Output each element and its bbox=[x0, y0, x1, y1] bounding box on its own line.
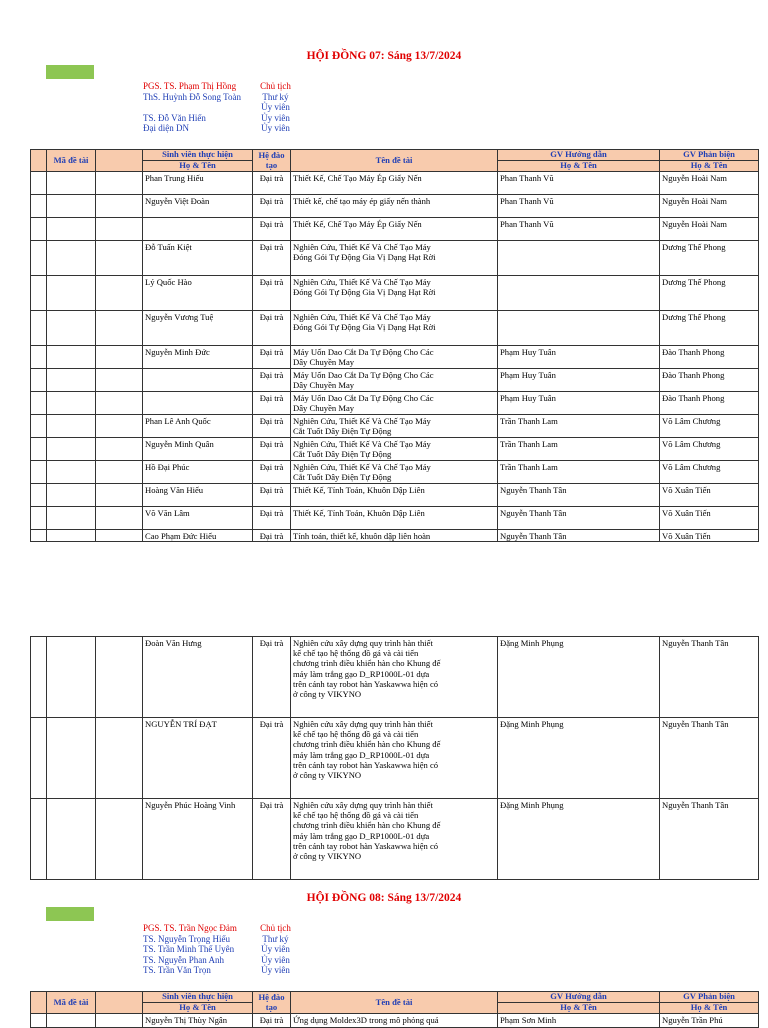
topic-title: Máy Uốn Dao Cắt Da Tự Động Cho Các Dây Chuyền May bbox=[291, 346, 498, 369]
reviewer-name: Võ Lâm Chương bbox=[660, 415, 759, 438]
table-row bbox=[31, 172, 759, 195]
topic-title: Thiết Kế, Chế Tạo Máy Ép Giấy Nến bbox=[291, 172, 498, 195]
header-gap bbox=[96, 150, 143, 172]
status-highlight-block bbox=[46, 907, 94, 921]
advisor-name: Đặng Minh Phụng bbox=[498, 799, 660, 880]
topic-title: Nghiên Cứu, Thiết Kế Và Chế Tạo Máy Cắt Tuốt Dây Điện Tự Động bbox=[291, 438, 498, 461]
header-topic: Tên đề tài bbox=[291, 150, 498, 172]
member-name: TS. Đỗ Văn Hiến bbox=[143, 112, 206, 123]
table-row bbox=[31, 218, 759, 241]
row-edge bbox=[31, 718, 47, 799]
schedule-table bbox=[30, 991, 759, 1028]
reviewer-name: Nguyễn Hoài Nam bbox=[660, 218, 759, 241]
reviewer-name: Võ Xuân Tiến bbox=[660, 484, 759, 507]
training-system: Đại trà bbox=[253, 218, 291, 241]
reviewer-name: Võ Xuân Tiến bbox=[660, 530, 759, 542]
header-reviewer: GV Phản biện bbox=[660, 150, 759, 161]
row-gap bbox=[96, 241, 143, 276]
reviewer-name: Dương Thế Phong bbox=[660, 311, 759, 346]
advisor-name: Đặng Minh Phụng bbox=[498, 718, 660, 799]
topic-title: Nghiên cứu xây dựng quy trình hàn thiết kế chế tạo hệ thống đồ gá và cài tiến chương trình điều khiển hàn cho Khung đế máy làm trắng gạo D_RP1000L-01 dựa trên cánh tay robot hàn Yaskawwa hiện có ở công ty VIKYNO bbox=[291, 799, 498, 880]
student-name: Đoàn Văn Hưng bbox=[143, 637, 253, 718]
student-name: Nguyễn Minh Đức bbox=[143, 346, 253, 369]
row-edge bbox=[31, 241, 47, 276]
training-system: Đại trà bbox=[253, 172, 291, 195]
topic-code bbox=[47, 311, 96, 346]
training-system: Đại trà bbox=[253, 530, 291, 542]
topic-code bbox=[47, 346, 96, 369]
topic-code bbox=[47, 392, 96, 415]
table-row bbox=[31, 637, 759, 718]
training-system: Đại trà bbox=[253, 276, 291, 311]
training-system: Đại trà bbox=[253, 392, 291, 415]
header-student: Sinh viên thực hiện bbox=[143, 992, 253, 1003]
student-name bbox=[143, 369, 253, 392]
reviewer-name: Nguyễn Hoài Nam bbox=[660, 195, 759, 218]
row-edge bbox=[31, 195, 47, 218]
member-name bbox=[143, 102, 253, 113]
advisor-name: Trần Thanh Lam bbox=[498, 461, 660, 484]
row-gap bbox=[96, 1014, 143, 1028]
committee-member bbox=[143, 113, 298, 124]
member-role: Ủy viên bbox=[261, 112, 290, 123]
header-advisor-sub: Họ & Tên bbox=[498, 161, 660, 172]
topic-title: Nghiên cứu xây dựng quy trình hàn thiết kế chế tạo hệ thống đồ gá và cài tiến chương trình điều khiển hàn cho Khung đế máy làm trắng gạo D_RP1000L-01 dựa trên cánh tay robot hàn Yaskawwa hiện có ở công ty VIKYNO bbox=[291, 718, 498, 799]
topic-title: Nghiên Cứu, Thiết Kế Và Chế Tạo Máy Đóng Gói Tự Động Gia Vị Dạng Hạt Rời bbox=[291, 241, 498, 276]
topic-code bbox=[47, 507, 96, 530]
header-topic: Tên đề tài bbox=[291, 992, 498, 1014]
member-name: PGS. TS. Phạm Thị Hồng bbox=[143, 81, 237, 91]
header-reviewer-sub: Họ & Tên bbox=[660, 161, 759, 172]
topic-title: Nghiên Cứu, Thiết Kế Và Chế Tạo Máy Đóng Gói Tự Động Gia Vị Dạng Hạt Rời bbox=[291, 276, 498, 311]
committee-member bbox=[143, 955, 298, 966]
training-system: Đại trà bbox=[253, 484, 291, 507]
member-role: Ủy viên bbox=[261, 102, 290, 113]
row-edge bbox=[31, 346, 47, 369]
header-code: Mã đề tài bbox=[47, 992, 96, 1014]
table-row bbox=[31, 484, 759, 507]
table-row bbox=[31, 1014, 759, 1028]
table-row bbox=[31, 507, 759, 530]
table-row bbox=[31, 461, 759, 484]
row-gap bbox=[96, 507, 143, 530]
advisor-name: Nguyễn Thanh Tân bbox=[498, 530, 660, 542]
header-system: Hệ đào tạo bbox=[253, 992, 291, 1014]
reviewer-name: Võ Xuân Tiến bbox=[660, 507, 759, 530]
row-gap bbox=[96, 461, 143, 484]
advisor-name: Phạm Huy Tuân bbox=[498, 392, 660, 415]
committee-list bbox=[143, 81, 298, 134]
advisor-name: Phan Thanh Vũ bbox=[498, 172, 660, 195]
header-code: Mã đề tài bbox=[47, 150, 96, 172]
topic-title: Ứng dụng Moldex3D trong mô phỏng quá bbox=[291, 1014, 498, 1028]
topic-title: Nghiên Cứu, Thiết Kế Và Chế Tạo Máy Cắt Tuốt Dây Điện Tự Động bbox=[291, 415, 498, 438]
topic-code bbox=[47, 195, 96, 218]
topic-code bbox=[47, 718, 96, 799]
table-row bbox=[31, 195, 759, 218]
advisor-name: Phạm Huy Tuân bbox=[498, 369, 660, 392]
row-edge bbox=[31, 415, 47, 438]
training-system: Đại trà bbox=[253, 1014, 291, 1028]
member-role: Ủy viên bbox=[261, 123, 290, 134]
header-advisor: GV Hướng dẫn bbox=[498, 992, 660, 1003]
table-row bbox=[31, 415, 759, 438]
member-name: TS. Trần Minh Thế Uyên bbox=[143, 944, 235, 955]
reviewer-name: Đào Thanh Phong bbox=[660, 392, 759, 415]
row-gap bbox=[96, 369, 143, 392]
training-system: Đại trà bbox=[253, 369, 291, 392]
student-name: Cao Phạm Đức Hiếu bbox=[143, 530, 253, 542]
row-gap bbox=[96, 346, 143, 369]
member-name: Đại diện DN bbox=[143, 123, 189, 134]
board-title: HỘI ĐỒNG 07: Sáng 13/7/2024 bbox=[306, 50, 462, 62]
student-name: Hoàng Văn Hiếu bbox=[143, 484, 253, 507]
topic-title: Nghiên Cứu, Thiết Kế Và Chế Tạo Máy Cắt Tuốt Dây Điện Tự Động bbox=[291, 461, 498, 484]
row-edge bbox=[31, 799, 47, 880]
student-name: Phan Lê Anh Quốc bbox=[143, 415, 253, 438]
board-title: HỘI ĐỒNG 08: Sáng 13/7/2024 bbox=[306, 892, 462, 904]
committee-list bbox=[143, 923, 298, 976]
schedule-table bbox=[30, 636, 759, 880]
advisor-name: Nguyễn Thanh Tân bbox=[498, 507, 660, 530]
student-name bbox=[143, 392, 253, 415]
reviewer-name: Nguyễn Thanh Tân bbox=[660, 718, 759, 799]
row-gap bbox=[96, 392, 143, 415]
training-system: Đại trà bbox=[253, 799, 291, 880]
training-system: Đại trà bbox=[253, 311, 291, 346]
advisor-name: Trần Thanh Lam bbox=[498, 438, 660, 461]
row-edge bbox=[31, 218, 47, 241]
reviewer-name: Võ Lâm Chương bbox=[660, 438, 759, 461]
student-name: Hồ Đại Phúc bbox=[143, 461, 253, 484]
table-row bbox=[31, 241, 759, 276]
status-highlight-block bbox=[46, 65, 94, 79]
committee-member bbox=[143, 923, 298, 934]
row-edge bbox=[31, 637, 47, 718]
topic-title: Thiết Kế, Chế Tạo Máy Ép Giấy Nến bbox=[291, 218, 498, 241]
header-system: Hệ đào tạo bbox=[253, 150, 291, 172]
row-gap bbox=[96, 637, 143, 718]
advisor-name: Nguyễn Thanh Tân bbox=[498, 484, 660, 507]
row-edge bbox=[31, 507, 47, 530]
row-edge bbox=[31, 311, 47, 346]
row-edge bbox=[31, 392, 47, 415]
member-role: Chủ tịch bbox=[260, 81, 291, 91]
row-edge bbox=[31, 276, 47, 311]
reviewer-name: Nguyễn Trần Phú bbox=[660, 1014, 759, 1028]
header-student: Sinh viên thực hiện bbox=[143, 150, 253, 161]
row-gap bbox=[96, 438, 143, 461]
training-system: Đại trà bbox=[253, 507, 291, 530]
header-student-sub: Họ & Tên bbox=[143, 161, 253, 172]
topic-code bbox=[47, 637, 96, 718]
student-name: NGUYỄN TRÍ ĐẠT bbox=[143, 718, 253, 799]
schedule-table bbox=[30, 149, 759, 542]
header-edge bbox=[31, 150, 47, 172]
reviewer-name: Đào Thanh Phong bbox=[660, 369, 759, 392]
training-system: Đại trà bbox=[253, 415, 291, 438]
row-edge bbox=[31, 530, 47, 542]
row-edge bbox=[31, 369, 47, 392]
row-gap bbox=[96, 799, 143, 880]
student-name: Nguyễn Phúc Hoàng Vinh bbox=[143, 799, 253, 880]
advisor-name: Phạm Sơn Minh bbox=[498, 1014, 660, 1028]
training-system: Đại trà bbox=[253, 241, 291, 276]
member-role: Thư ký bbox=[262, 91, 289, 102]
table-row bbox=[31, 311, 759, 346]
training-system: Đại trà bbox=[253, 346, 291, 369]
topic-code bbox=[47, 172, 96, 195]
advisor-name: Phan Thanh Vũ bbox=[498, 218, 660, 241]
advisor-name bbox=[498, 311, 660, 346]
topic-code bbox=[47, 218, 96, 241]
row-edge bbox=[31, 172, 47, 195]
committee-member bbox=[143, 102, 298, 113]
row-gap bbox=[96, 311, 143, 346]
member-name: TS. Trần Văn Trọn bbox=[143, 965, 211, 976]
member-role: Ủy viên bbox=[261, 944, 290, 955]
reviewer-name: Nguyễn Hoài Nam bbox=[660, 172, 759, 195]
student-name: Võ Văn Lâm bbox=[143, 507, 253, 530]
row-gap bbox=[96, 718, 143, 799]
advisor-name bbox=[498, 276, 660, 311]
row-gap bbox=[96, 415, 143, 438]
topic-code bbox=[47, 276, 96, 311]
table-row bbox=[31, 369, 759, 392]
student-name bbox=[143, 218, 253, 241]
topic-title: Thiết Kế, Tính Toán, Khuôn Dập Liên bbox=[291, 507, 498, 530]
topic-title: Máy Uốn Dao Cắt Da Tự Động Cho Các Dây Chuyền May bbox=[291, 369, 498, 392]
header-gap bbox=[96, 992, 143, 1014]
training-system: Đại trà bbox=[253, 461, 291, 484]
student-name: Lý Quốc Hào bbox=[143, 276, 253, 311]
training-system: Đại trà bbox=[253, 438, 291, 461]
reviewer-name: Dương Thế Phong bbox=[660, 276, 759, 311]
topic-title: Thiết Kế, Tính Toán, Khuôn Dập Liên bbox=[291, 484, 498, 507]
training-system: Đại trà bbox=[253, 195, 291, 218]
reviewer-name: Nguyễn Thanh Tân bbox=[660, 637, 759, 718]
committee-member bbox=[143, 965, 298, 976]
topic-code bbox=[47, 1014, 96, 1028]
table-row bbox=[31, 718, 759, 799]
committee-member bbox=[143, 81, 298, 92]
row-gap bbox=[96, 195, 143, 218]
student-name: Nguyễn Thị Thùy Ngân bbox=[143, 1014, 253, 1028]
training-system: Đại trà bbox=[253, 718, 291, 799]
advisor-name bbox=[498, 241, 660, 276]
topic-title: Máy Uốn Dao Cắt Da Tự Động Cho Các Dây Chuyền May bbox=[291, 392, 498, 415]
member-name: ThS. Huỳnh Đỗ Song Toàn bbox=[143, 91, 241, 102]
row-edge bbox=[31, 484, 47, 507]
advisor-name: Phan Thanh Vũ bbox=[498, 195, 660, 218]
student-name: Nguyễn Vương Tuệ bbox=[143, 311, 253, 346]
table-row bbox=[31, 392, 759, 415]
student-name: Nguyễn Minh Quân bbox=[143, 438, 253, 461]
header-edge bbox=[31, 992, 47, 1014]
table-row bbox=[31, 438, 759, 461]
topic-code bbox=[47, 369, 96, 392]
row-gap bbox=[96, 530, 143, 542]
advisor-name: Phạm Huy Tuân bbox=[498, 346, 660, 369]
topic-code bbox=[47, 799, 96, 880]
committee-member bbox=[143, 944, 298, 955]
row-edge bbox=[31, 1014, 47, 1028]
student-name: Nguyễn Việt Đoàn bbox=[143, 195, 253, 218]
row-gap bbox=[96, 484, 143, 507]
committee-member bbox=[143, 934, 298, 945]
topic-code bbox=[47, 415, 96, 438]
table-row bbox=[31, 276, 759, 311]
member-name: TS. Nguyễn Trọng Hiếu bbox=[143, 933, 231, 944]
row-edge bbox=[31, 438, 47, 461]
student-name: Phan Trung Hiếu bbox=[143, 172, 253, 195]
header-reviewer: GV Phản biện bbox=[660, 992, 759, 1003]
row-gap bbox=[96, 276, 143, 311]
student-name: Đỗ Tuấn Kiệt bbox=[143, 241, 253, 276]
topic-title: Thiết kế, chế tạo máy ép giấy nến thành bbox=[291, 195, 498, 218]
advisor-name: Đặng Minh Phụng bbox=[498, 637, 660, 718]
topic-code bbox=[47, 241, 96, 276]
header-student-sub: Họ & Tên bbox=[143, 1003, 253, 1014]
reviewer-name: Đào Thanh Phong bbox=[660, 346, 759, 369]
topic-code bbox=[47, 530, 96, 542]
reviewer-name: Võ Lâm Chương bbox=[660, 461, 759, 484]
member-role: Chủ tịch bbox=[260, 923, 291, 933]
reviewer-name: Nguyễn Thanh Tân bbox=[660, 799, 759, 880]
header-reviewer-sub: Họ & Tên bbox=[660, 1003, 759, 1014]
header-advisor-sub: Họ & Tên bbox=[498, 1003, 660, 1014]
member-name: PGS. TS. Trần Ngọc Đảm bbox=[143, 923, 237, 933]
row-edge bbox=[31, 461, 47, 484]
reviewer-name: Dương Thế Phong bbox=[660, 241, 759, 276]
table-row bbox=[31, 346, 759, 369]
table-header-row bbox=[31, 992, 759, 1003]
topic-title: Nghiên cứu xây dựng quy trình hàn thiết kế chế tạo hệ thống đồ gá và cài tiến chương trình điều khiển hàn cho Khung đế máy làm trắng gạo D_RP1000L-01 dựa trên cánh tay robot hàn Yaskawwa hiện có ở công ty VIKYNO bbox=[291, 637, 498, 718]
committee-member bbox=[143, 123, 298, 134]
committee-member bbox=[143, 92, 298, 103]
row-gap bbox=[96, 172, 143, 195]
table-row bbox=[31, 530, 759, 542]
member-name: TS. Nguyễn Phan Anh bbox=[143, 954, 224, 965]
header-advisor: GV Hướng dẫn bbox=[498, 150, 660, 161]
table-header-row bbox=[31, 150, 759, 161]
row-gap bbox=[96, 218, 143, 241]
member-role: Thư ký bbox=[262, 933, 289, 944]
training-system: Đại trà bbox=[253, 637, 291, 718]
table-row bbox=[31, 799, 759, 880]
advisor-name: Trần Thanh Lam bbox=[498, 415, 660, 438]
topic-code bbox=[47, 438, 96, 461]
member-role: Ủy viên bbox=[261, 954, 290, 965]
topic-title: Tính toán, thiết kế, khuôn dập liên hoàn bbox=[291, 530, 498, 542]
topic-code bbox=[47, 461, 96, 484]
topic-title: Nghiên Cứu, Thiết Kế Và Chế Tạo Máy Đóng Gói Tự Động Gia Vị Dạng Hạt Rời bbox=[291, 311, 498, 346]
member-role: Ủy viên bbox=[261, 965, 290, 976]
topic-code bbox=[47, 484, 96, 507]
